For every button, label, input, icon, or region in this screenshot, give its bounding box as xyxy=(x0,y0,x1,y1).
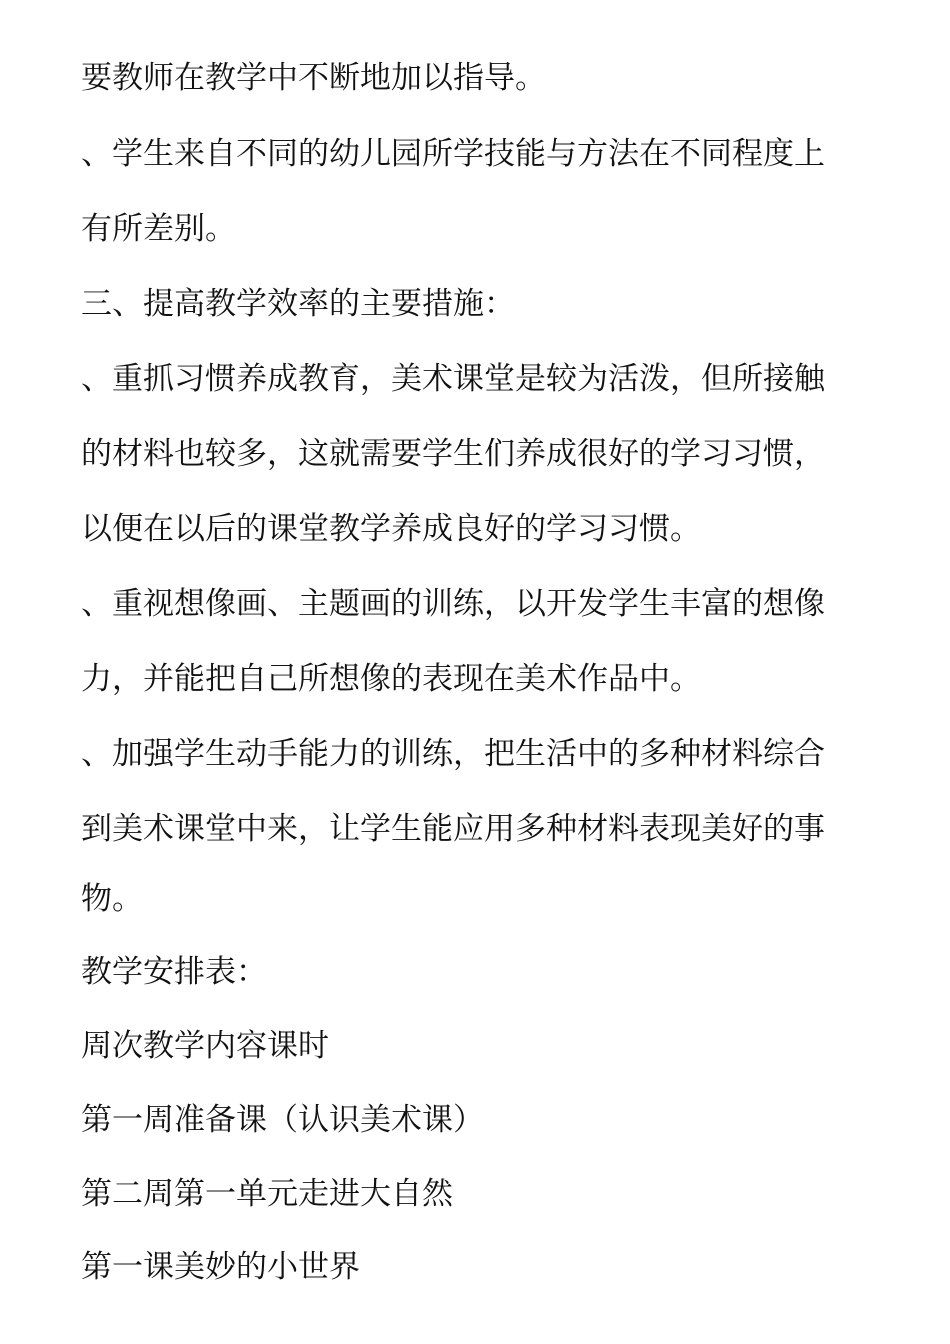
text-line-6: 的材料也较多，这就需要学生们养成很好的学习习惯， xyxy=(81,436,825,472)
schedule-row-lesson1: 第一课美妙的小世界 xyxy=(81,1249,360,1285)
text-line-9: 力，并能把自己所想像的表现在美术作品中。 xyxy=(81,661,701,697)
schedule-header-row: 周次教学内容课时 xyxy=(81,1028,329,1064)
schedule-row-week1: 第一周准备课（认识美术课） xyxy=(81,1102,484,1138)
schedule-row-week2: 第二周第一单元走进大自然 xyxy=(81,1176,453,1212)
text-line-5: 、重抓习惯养成教育，美术课堂是较为活泼，但所接触 xyxy=(81,361,825,397)
text-line-2: 、学生来自不同的幼儿园所学技能与方法在不同程度上 xyxy=(81,136,825,172)
text-line-1: 要教师在教学中不断地加以指导。 xyxy=(81,60,546,96)
text-line-12: 物。 xyxy=(81,881,143,917)
text-line-8: 、重视想像画、主题画的训练，以开发学生丰富的想像 xyxy=(81,586,825,622)
text-line-10: 、加强学生动手能力的训练，把生活中的多种材料综合 xyxy=(81,736,825,772)
text-line-3: 有所差别。 xyxy=(81,211,236,247)
schedule-heading: 教学安排表： xyxy=(81,954,267,990)
text-line-11: 到美术课堂中来，让学生能应用多种材料表现美好的事 xyxy=(81,811,825,847)
text-line-7: 以便在以后的课堂教学养成良好的学习习惯。 xyxy=(81,511,701,547)
section-heading: 三、提高教学效率的主要措施： xyxy=(81,286,515,322)
